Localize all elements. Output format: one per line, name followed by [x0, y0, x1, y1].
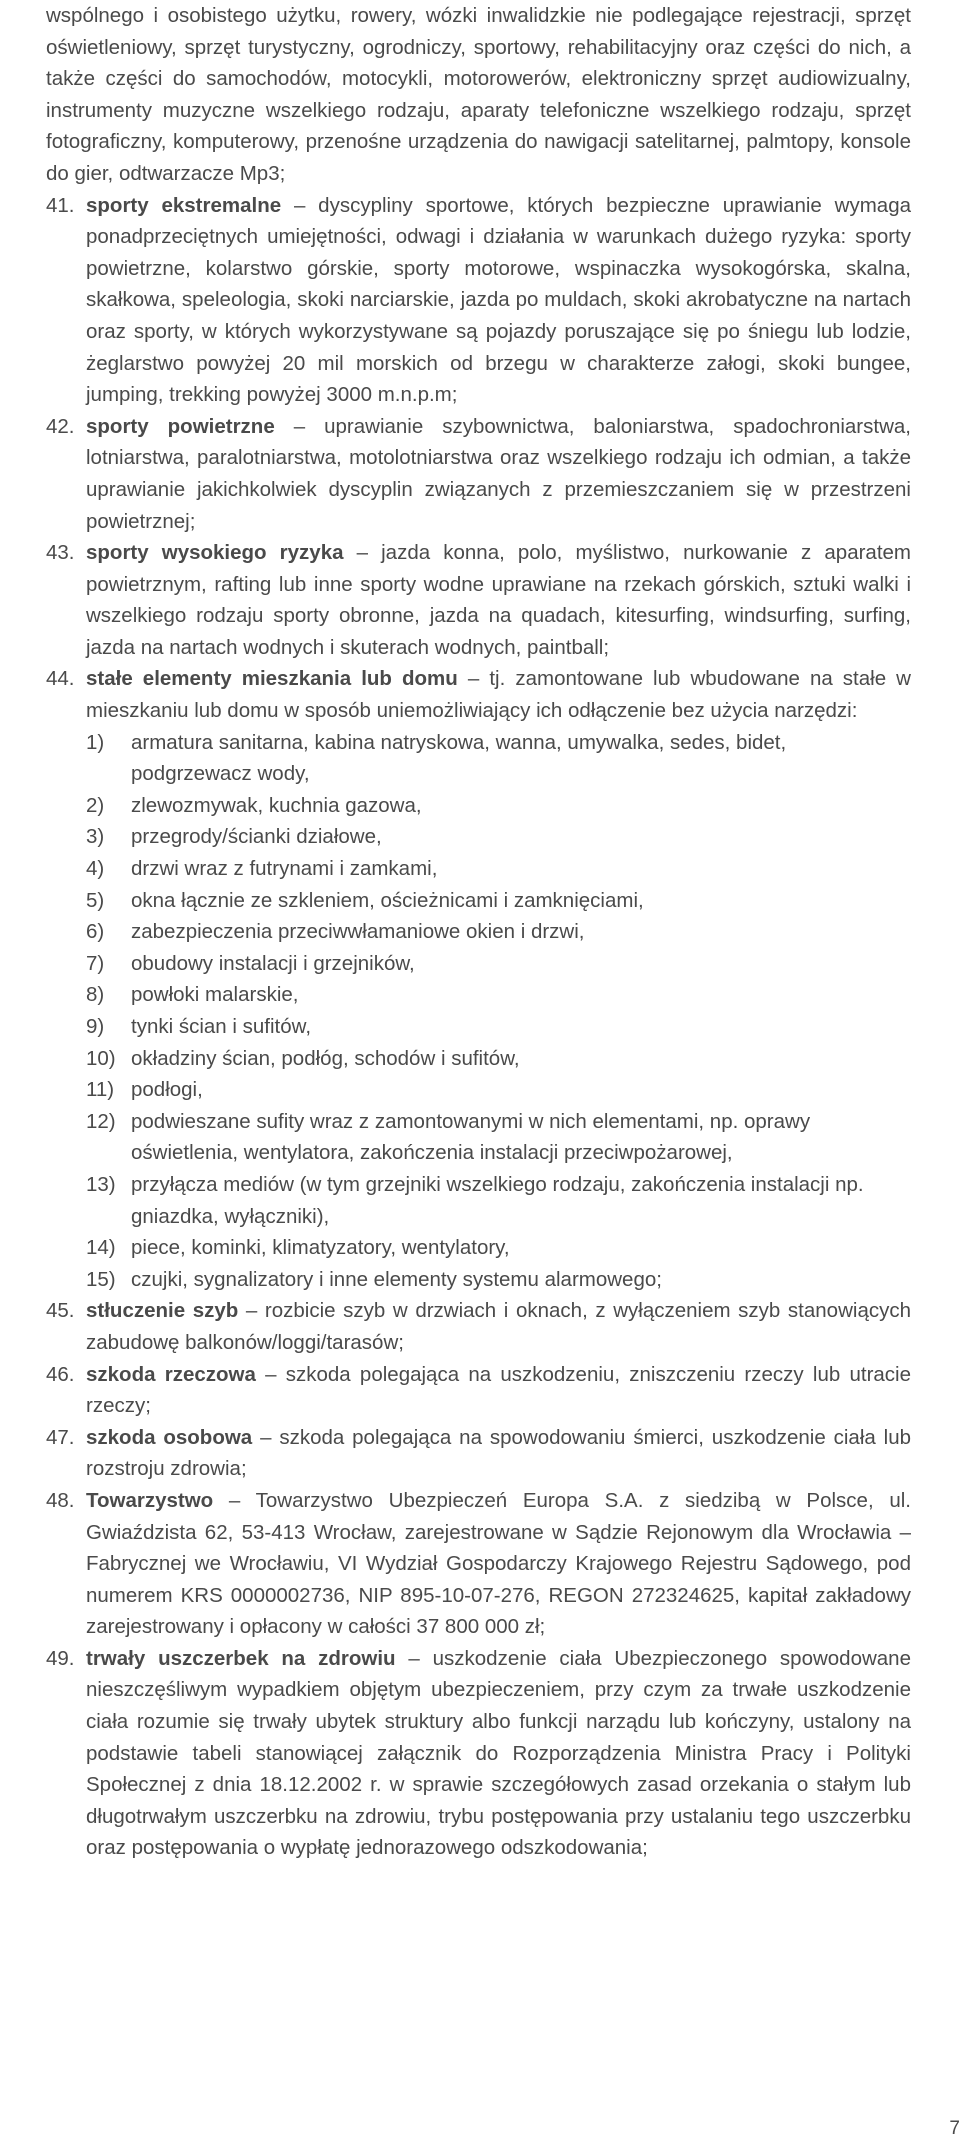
sub-item	[86, 1232, 911, 1264]
sub-item	[86, 1106, 911, 1169]
sub-item-number: 4)	[86, 857, 105, 881]
sub-item-number: 6)	[86, 920, 105, 944]
definition-number: 47.	[46, 1425, 75, 1449]
sub-item-number: 3)	[86, 825, 105, 849]
definition-term: szkoda osobowa	[86, 1425, 253, 1449]
definition-item	[46, 663, 911, 1295]
definition-text: – dyscypliny sportowe, których bezpieczne uprawianie wymaga ponadprzeciętnych umiejętności, odwagi i działania w warunkach dużego ryzyka: sporty powietrzne, kolarstwo górskie, sporty motorowe, wspinaczka wysokogórska, skalna, skałkowa, speleologia, skoki narciarskie, jazda po muldach, skoki akrobatyczne na nartach oraz sporty, w których wykorzystywane są pojazdy poruszające się po śniegu lub lodzie, żeglarstwo powyżej 20 mil morskich od brzegu w charakterze załogi, skoki bungee, jumping, trekking powyżej 3000 m.n.p.m;	[86, 193, 911, 407]
definition-body	[86, 411, 911, 537]
sub-item	[86, 853, 911, 885]
definition-number: 43.	[46, 541, 75, 565]
definition-item	[46, 1422, 911, 1485]
definition-number: 41.	[46, 193, 75, 217]
sub-item-text: powłoki malarskie,	[131, 983, 299, 1007]
definition-body	[86, 190, 911, 411]
sub-item-list	[86, 727, 911, 1296]
definition-text: – jazda konna, polo, myślistwo, nurkowanie z aparatem powietrznym, rafting lub inne sporty wodne uprawiane na rzekach górskich, sztuki walki i wszelkiego rodzaju sporty obronne, jazda na quadach, kitesurfing, windsurfing, surfing, jazda na nartach wodnych i skuterach wodnych, paintball;	[86, 541, 911, 659]
definition-item	[46, 1643, 911, 1864]
definition-text: – uprawianie szybownictwa, baloniarstwa, spadochroniarstwa, lotniarstwa, paralotniarstwa, motolotniarstwa oraz wszelkiego rodzaju ich odmian, a także uprawianie jakichkolwiek dyscyplin związanych z przemieszczaniem się w przestrzeni powietrznej;	[86, 414, 911, 533]
definition-term: stałe elementy mieszkania lub domu	[86, 667, 458, 691]
sub-item-text: okładziny ścian, podłóg, schodów i sufitów,	[131, 1046, 520, 1070]
sub-item	[86, 1264, 911, 1296]
definitions-document	[46, 0, 911, 1864]
sub-item-number: 1)	[86, 730, 105, 754]
definition-term: sporty ekstremalne	[86, 193, 282, 217]
definition-body	[86, 1643, 911, 1864]
definition-item	[46, 537, 911, 663]
definition-item	[46, 1359, 911, 1422]
sub-item-number: 12)	[86, 1109, 116, 1133]
sub-item-text: zabezpieczenia przeciwwłamaniowe okien i drzwi,	[131, 920, 585, 944]
definition-body	[86, 1422, 911, 1485]
definition-text: – rozbicie szyb w drzwiach i oknach, z wyłączeniem szyb stanowiących zabudowę balkonów/loggi/tarasów;	[86, 1299, 911, 1354]
definition-term: Towarzystwo	[86, 1488, 214, 1512]
definition-term: trwały uszczerbek na zdrowiu	[86, 1646, 396, 1670]
definition-body	[86, 1359, 911, 1422]
definition-item	[46, 1295, 911, 1358]
sub-item-text: przegrody/ścianki działowe,	[131, 825, 382, 849]
page-number: 7	[949, 2118, 960, 2139]
definition-number: 44.	[46, 667, 75, 691]
sub-item	[86, 1169, 911, 1232]
sub-item-text: okna łącznie ze szkleniem, ościeżnicami i zamknięciami,	[131, 888, 644, 912]
sub-item-number: 2)	[86, 793, 105, 817]
definition-body	[86, 1485, 911, 1643]
definition-body	[86, 663, 911, 1295]
definition-item	[46, 1485, 911, 1643]
sub-item	[86, 1074, 911, 1106]
sub-item	[86, 885, 911, 917]
definition-term: sporty powietrzne	[86, 414, 275, 438]
definition-text: – szkoda polegająca na spowodowaniu śmierci, uszkodzenie ciała lub rozstroju zdrowia;	[86, 1425, 912, 1481]
definition-item	[46, 411, 911, 537]
definition-text: – tj. zamontowane lub wbudowane na stałe w mieszkaniu lub domu w sposób uniemożliwiający ich odłączenie bez użycia narzędzi:	[86, 667, 911, 723]
definition-text: – Towarzystwo Ubezpieczeń Europa S.A. z siedzibą w Polsce, ul. Gwiaździsta 62, 53-413 Wrocław, zarejestrowane w Sądzie Rejonowym dla Wrocławia – Fabrycznej we Wrocławiu, VI Wydział Gospodarczy Krajowego Rejestru Sądowego, pod numerem KRS 0000002736, NIP 895-10-07-276, REGON 272324625, kapitał zakładowy zarejestrowany i opłacony w całości 37 800 000 zł;	[86, 1488, 911, 1639]
definition-term: sporty wysokiego ryzyka	[86, 541, 344, 565]
sub-item-text: zlewozmywak, kuchnia gazowa,	[131, 793, 422, 817]
definition-term: szkoda rzeczowa	[86, 1362, 256, 1386]
definition-number: 49.	[46, 1646, 75, 1670]
sub-item-number: 7)	[86, 951, 105, 975]
sub-item-number: 14)	[86, 1236, 116, 1260]
sub-item-text: podwieszane sufity wraz z zamontowanymi w nich elementami, np. oprawy oświetlenia, wentylatora, zakończenia instalacji przeciwpożarowej,	[131, 1109, 811, 1165]
sub-item	[86, 979, 911, 1011]
definition-item	[46, 190, 911, 411]
definition-term: stłuczenie szyb	[86, 1299, 239, 1323]
sub-item-number: 11)	[86, 1078, 115, 1102]
sub-item-text: obudowy instalacji i grzejników,	[131, 951, 415, 975]
sub-item	[86, 1043, 911, 1075]
sub-item	[86, 1011, 911, 1043]
sub-item-number: 10)	[86, 1046, 116, 1070]
sub-item-number: 9)	[86, 1015, 105, 1038]
sub-item	[86, 821, 911, 853]
sub-item-text: podłogi,	[131, 1078, 203, 1102]
definition-number: 45.	[46, 1299, 75, 1323]
sub-item-text: tynki ścian i sufitów,	[131, 1015, 312, 1038]
sub-item-text: piece, kominki, klimatyzatory, wentylatory,	[131, 1236, 510, 1260]
sub-item	[86, 727, 911, 790]
sub-item	[86, 948, 911, 980]
sub-item-text: armatura sanitarna, kabina natryskowa, wanna, umywalka, sedes, bidet, podgrzewacz wody,	[131, 730, 787, 786]
definition-text: – uszkodzenie ciała Ubezpieczonego spowodowane nieszczęśliwym wypadkiem objętym ubezpieczeniem, przy czym za trwałe uszkodzenie ciała rozumie się trwały ubytek struktury albo funkcji narządu lub kończyny, ustalony na podstawie tabeli stanowiącej załącznik do Rozporządzenia Ministra Pracy i Polityki Społecznej z dnia 18.12.2002 r. w sprawie szczegółowych zasad orzekania o stałym lub długotrwałym uszczerbku na zdrowiu, trybu postępowania przy ustalaniu tego uszczerbku oraz postępowania o wypłatę jednorazowego odszkodowania;	[86, 1646, 911, 1860]
sub-item	[86, 790, 911, 822]
sub-item-text: przyłącza mediów (w tym grzejniki wszelkiego rodzaju, zakończenia instalacji np. gniazdka, wyłączniki),	[131, 1172, 864, 1228]
definition-number: 48.	[46, 1488, 75, 1512]
continuation-paragraph: wspólnego i osobistego użytku, rowery, wózki inwalidzkie nie podlegające rejestracji, sprzęt oświetleniowy, sprzęt turystyczny, ogrodniczy, sportowy, rehabilitacyjny oraz części do nich, a także części do samochodów, motocykli, motorowerów, elektroniczny sprzęt audiowizualny, instrumenty muzyczne wszelkiego rodzaju, aparaty telefoniczne wszelkiego rodzaju, sprzęt fotograficzny, komputerowy, przenośne urządzenia do nawigacji satelitarnej, palmtopy, konsole do gier, odtwarzacze Mp3;	[46, 4, 911, 185]
definition-body	[86, 1295, 911, 1358]
definition-number: 46.	[46, 1362, 75, 1386]
definitions-list	[46, 190, 911, 1864]
sub-item-text: drzwi wraz z futrynami i zamkami,	[131, 857, 438, 881]
sub-item-number: 8)	[86, 983, 105, 1007]
definition-number: 42.	[46, 414, 75, 438]
sub-item-number: 13)	[86, 1172, 116, 1196]
sub-item-number: 15)	[86, 1267, 116, 1291]
definition-text: – szkoda polegająca na uszkodzeniu, zniszczeniu rzeczy lub utracie rzeczy;	[86, 1362, 912, 1418]
sub-item-text: czujki, sygnalizatory i inne elementy systemu alarmowego;	[131, 1267, 662, 1291]
sub-item-number: 5)	[86, 888, 105, 912]
definition-body	[86, 537, 911, 663]
sub-item	[86, 916, 911, 948]
